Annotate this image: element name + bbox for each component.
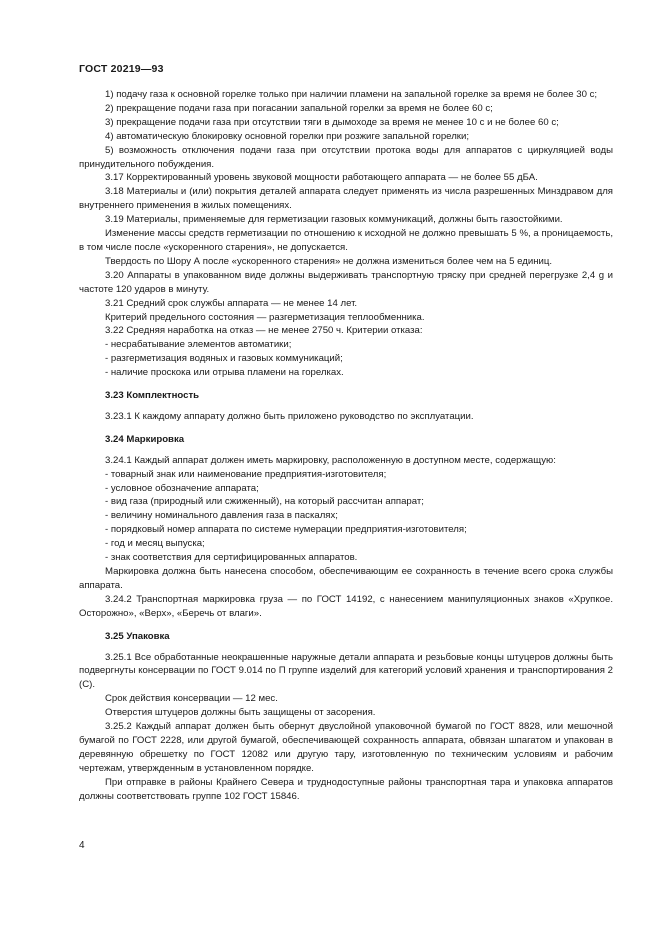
paragraph: 4) автоматическую блокировку основной горелки при розжиге запальной горелки;: [105, 130, 470, 142]
paragraph: 3.25.2 Каждый аппарат должен быть обернут двуслойной упаковочной бумагой по ГОСТ 8828, или мешочной бумагой по ГОСТ 2228, или другой бумагой, обеспечивающей сохранность аппарата, обвязан шпагатом и упакован в деревянную обрешетку по ГОСТ 12082 или другую тару, изготовленную по техническим условиям и рабочим чертежам, утвержденным в установленном порядке.: [79, 721, 613, 774]
paragraph: 3.25.1 Все обработанные неокрашенные наружные детали аппарата и резьбовые концы штуцеров должны быть подвергнуты консервации по ГОСТ 9.014 по П группе изделий для категорий условий хранения и транспортирования 2 (С).: [79, 651, 613, 691]
list-item: - год и месяц выпуска;: [105, 538, 205, 550]
page-header-title: ГОСТ 20219—93: [79, 63, 164, 75]
paragraph: 5) возможность отключения подачи газа при отсутствии протока воды для аппаратов с циркуляцией воды принудительного побуждения.: [79, 144, 613, 170]
list-item: - несрабатывание элементов автоматики;: [105, 339, 292, 351]
list-item: - разгерметизация водяных и газовых коммуникаций;: [105, 353, 343, 365]
paragraph: 3) прекращение подачи газа при отсутствии тяги в дымоходе за время не менее 10 с и не более 60 с;: [105, 116, 559, 128]
paragraph: 3.21 Средний срок службы аппарата — не менее 14 лет.: [105, 297, 358, 309]
list-item: - товарный знак или наименование предприятия-изготовителя;: [105, 468, 387, 480]
paragraph: 3.24.1 Каждый аппарат должен иметь маркировку, расположенную в доступном месте, содержащую:: [105, 454, 556, 466]
paragraph: 3.24.2 Транспортная маркировка груза — по ГОСТ 14192, с нанесением манипуляционных знаков «Хрупкое. Осторожно», «Верх», «Беречь от влаги».: [79, 593, 613, 619]
paragraph: 3.17 Корректированный уровень звуковой мощности работающего аппарата — не более 55 дБА.: [105, 172, 538, 184]
document-body: [79, 88, 613, 804]
paragraph: 3.23.1 К каждому аппарату должно быть приложено руководство по эксплуатации.: [105, 410, 474, 422]
paragraph: При отправке в районы Крайнего Севера и труднодоступные районы транспортная тара и упаковка аппаратов должны соответствовать группе 102 ГОСТ 15846.: [79, 776, 613, 802]
paragraph: Маркировка должна быть нанесена способом, обеспечивающим ее сохранность в течение всего срока службы аппарата.: [79, 566, 613, 591]
paragraph: Твердость по Шору А после «ускоренного старения» не должна измениться более чем на 5 единиц.: [105, 255, 553, 267]
section-heading-3-23: 3.23 Комплектность: [105, 390, 200, 402]
list-item: - величину номинального давления газа в паскалях;: [105, 510, 338, 522]
paragraph: Изменение массы средств герметизации по отношению к исходной не должно превышать 5 %, а проницаемость, в том числе после «ускоренного старения», не допускается.: [79, 228, 613, 253]
paragraph: 3.19 Материалы, применяемые для герметизации газовых коммуникаций, должны быть газостойкими.: [105, 214, 563, 226]
list-item: - порядковый номер аппарата по системе нумерации предприятия-изготовителя;: [105, 524, 467, 536]
paragraph: 2) прекращение подачи газа при погасании запальной горелки за время не более 60 с;: [105, 102, 493, 114]
list-item: - условное обозначение аппарата;: [105, 482, 259, 494]
paragraph: Критерий предельного состояния — разгерметизация теплообменника.: [105, 311, 425, 323]
section-heading-3-24: 3.24 Маркировка: [105, 433, 185, 445]
paragraph: 1) подачу газа к основной горелке только при наличии пламени на запальной горелке за время не более 30 с;: [105, 89, 598, 100]
page-number: 4: [79, 840, 85, 851]
paragraph: Срок действия консервации — 12 мес.: [105, 693, 278, 705]
list-item: - наличие проскока или отрыва пламени на горелках.: [105, 367, 344, 379]
list-item: - вид газа (природный или сжиженный), на который рассчитан аппарат;: [105, 496, 424, 508]
paragraph: 3.20 Аппараты в упакованном виде должны выдерживать транспортную тряску при средней перегрузке 2,4 g и частоте 120 ударов в минуту.: [79, 269, 613, 295]
paragraph: 3.18 Материалы и (или) покрытия деталей аппарата следует применять из числа разрешенных Минздравом для внутреннего применения в жилых помещениях.: [79, 186, 613, 212]
section-heading-3-25: 3.25 Упаковка: [105, 630, 170, 642]
paragraph: 3.22 Средняя наработка на отказ — не менее 2750 ч. Критерии отказа:: [105, 325, 423, 337]
list-item: - знак соответствия для сертифицированных аппаратов.: [105, 552, 358, 564]
paragraph: Отверстия штуцеров должны быть защищены от засорения.: [105, 707, 376, 719]
